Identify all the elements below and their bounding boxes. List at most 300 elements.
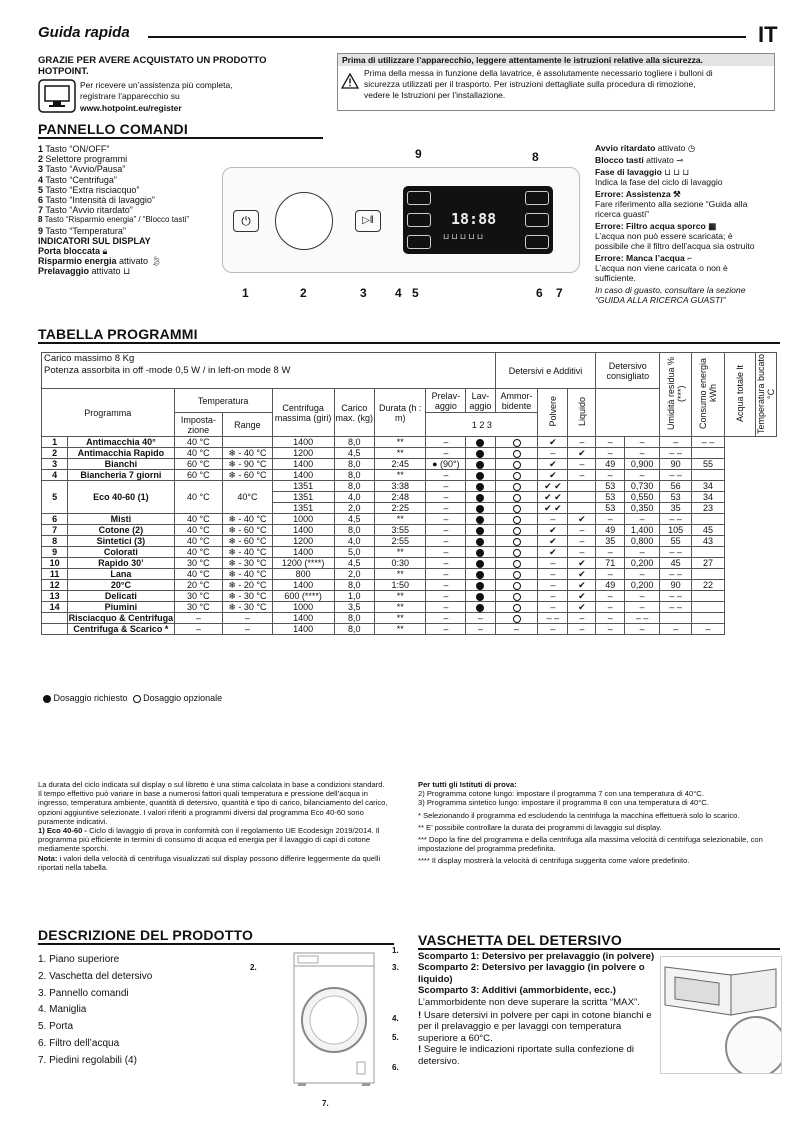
program-load: 4,5 bbox=[334, 448, 375, 459]
program-number: 6 bbox=[42, 514, 68, 525]
program-load: 5,0 bbox=[334, 547, 375, 558]
program-liquid: – bbox=[568, 470, 596, 481]
display-button[interactable] bbox=[407, 191, 431, 205]
program-energy: – bbox=[625, 547, 660, 558]
program-spin: 1400 bbox=[272, 624, 334, 635]
program-row bbox=[42, 536, 777, 547]
program-softener bbox=[495, 514, 538, 525]
program-energy: – bbox=[625, 514, 660, 525]
program-softener bbox=[495, 492, 538, 503]
program-temp-range: 40°C bbox=[223, 481, 273, 514]
optional-dose-ring-icon bbox=[513, 483, 521, 491]
panel-callout-2: 2 bbox=[300, 286, 307, 300]
program-energy: – bbox=[625, 569, 660, 580]
program-temp-range bbox=[223, 437, 273, 448]
optional-dose-ring-icon bbox=[513, 527, 521, 535]
program-load: 8,0 bbox=[334, 613, 375, 624]
program-temp-range: ❄ - 20 °C bbox=[223, 580, 273, 591]
program-name: Lana bbox=[68, 569, 174, 580]
program-duration: ** bbox=[375, 602, 426, 613]
product-callout: 4. bbox=[392, 1014, 399, 1023]
program-number: 8 bbox=[42, 536, 68, 547]
program-prewash: – bbox=[426, 580, 466, 591]
table-header-softener: Ammor-bidente bbox=[495, 389, 538, 413]
program-water: 90 bbox=[660, 580, 692, 591]
program-laundry-temp: – bbox=[692, 624, 725, 635]
program-powder: ✔ bbox=[538, 547, 568, 558]
filter-icon: ▦ bbox=[708, 221, 717, 231]
program-humidity: – bbox=[596, 448, 625, 459]
required-dose-dot-icon bbox=[43, 695, 51, 703]
wrench-icon: ⚒︎ bbox=[673, 189, 681, 199]
program-water: – – bbox=[660, 448, 692, 459]
program-load: 8,0 bbox=[334, 580, 375, 591]
program-laundry-temp: 45 bbox=[692, 525, 725, 536]
program-duration: ** bbox=[375, 470, 426, 481]
required-dose-dot-icon bbox=[476, 494, 484, 502]
panel-callout-1: 1 bbox=[242, 286, 249, 300]
program-selector-knob[interactable] bbox=[275, 192, 333, 250]
product-part: 5. Porta bbox=[38, 1021, 74, 1033]
program-powder: ✔ bbox=[538, 525, 568, 536]
program-powder: ✔ bbox=[538, 536, 568, 547]
optional-dose-ring-icon bbox=[513, 604, 521, 612]
program-powder: – bbox=[538, 569, 568, 580]
panel-callout-7: 7 bbox=[556, 286, 563, 300]
program-powder: ✔ ✔ bbox=[538, 503, 568, 514]
program-powder: – bbox=[538, 514, 568, 525]
table-header-water: Acqua totale lt bbox=[725, 353, 756, 437]
program-temp-range: ❄ - 40 °C bbox=[223, 547, 273, 558]
program-energy: – bbox=[625, 437, 660, 448]
program-temp-range: ❄ - 30 °C bbox=[223, 591, 273, 602]
program-water: 35 bbox=[660, 503, 692, 514]
program-load: 1,0 bbox=[334, 591, 375, 602]
program-temp-setting: 60 °C bbox=[174, 459, 223, 470]
program-temp-setting: 40 °C bbox=[174, 448, 223, 459]
program-prewash: – bbox=[426, 503, 466, 514]
program-duration: 2:45 bbox=[375, 459, 426, 470]
program-prewash: – bbox=[426, 613, 466, 624]
program-water: 53 bbox=[660, 492, 692, 503]
program-name: Biancheria 7 giorni bbox=[68, 470, 174, 481]
program-powder: ✔ bbox=[538, 470, 568, 481]
panel-item: 2 Selettore programmi bbox=[38, 154, 128, 165]
program-duration: ** bbox=[375, 569, 426, 580]
program-temp-setting: 60 °C bbox=[174, 470, 223, 481]
table-header-range: Range bbox=[223, 413, 273, 437]
program-name: Misti bbox=[68, 514, 174, 525]
panel-item: 3 Tasto “Avvio/Pausa” bbox=[38, 164, 126, 175]
program-load: 4,5 bbox=[334, 558, 375, 569]
program-humidity: 53 bbox=[596, 492, 625, 503]
panel-section-rule bbox=[38, 137, 323, 139]
program-number: 14 bbox=[42, 602, 68, 613]
program-load: 2,0 bbox=[334, 569, 375, 580]
program-water: – bbox=[660, 437, 692, 448]
program-powder: ✔ ✔ bbox=[538, 492, 568, 503]
program-load: 3,5 bbox=[334, 602, 375, 613]
program-temp-range: ❄ - 60 °C bbox=[223, 470, 273, 481]
program-energy: 0,900 bbox=[625, 459, 660, 470]
optional-dose-ring-icon bbox=[513, 505, 521, 513]
indicator-door-locked: Porta bloccata 🔒︎ bbox=[38, 246, 108, 257]
program-laundry-temp bbox=[692, 569, 725, 580]
program-energy: – – bbox=[625, 613, 660, 624]
program-duration: ** bbox=[375, 624, 426, 635]
register-link[interactable]: www.hotpoint.eu/register bbox=[80, 103, 182, 113]
warning-line3: vedere le Istruzioni per l’installazione. bbox=[364, 90, 506, 100]
program-spin: 800 bbox=[272, 569, 334, 580]
required-dose-dot-icon bbox=[476, 472, 484, 480]
program-name: Piumini bbox=[68, 602, 174, 613]
program-liquid: ✔ bbox=[568, 591, 596, 602]
program-softener bbox=[495, 613, 538, 624]
program-temp-setting: 40 °C bbox=[174, 525, 223, 536]
table-header-compartments: 1 2 3 bbox=[426, 413, 538, 437]
program-spin: 1400 bbox=[272, 613, 334, 624]
program-wash: – bbox=[466, 613, 495, 624]
program-wash bbox=[466, 481, 495, 492]
program-temp-setting: 40 °C bbox=[174, 437, 223, 448]
program-prewash: – bbox=[426, 525, 466, 536]
program-powder: – bbox=[538, 558, 568, 569]
program-softener bbox=[495, 580, 538, 591]
program-laundry-temp: 55 bbox=[692, 459, 725, 470]
program-water: – – bbox=[660, 591, 692, 602]
program-duration: 3:55 bbox=[375, 525, 426, 536]
program-wash bbox=[466, 437, 495, 448]
program-load: 4,5 bbox=[334, 514, 375, 525]
table-header-recommended: Detersivo consigliato bbox=[596, 353, 660, 389]
program-softener bbox=[495, 602, 538, 613]
program-number: 5 bbox=[42, 481, 68, 514]
program-name: Cotone (2) bbox=[68, 525, 174, 536]
program-name: Bianchi bbox=[68, 459, 174, 470]
display-button[interactable] bbox=[525, 213, 549, 227]
program-prewash: – bbox=[426, 536, 466, 547]
program-energy: – bbox=[625, 448, 660, 459]
product-section-rule bbox=[38, 943, 394, 945]
panel-item: 8 Tasto “Risparmio energia” / “Blocco tasti” bbox=[38, 215, 190, 225]
program-laundry-temp: 22 bbox=[692, 580, 725, 591]
program-row bbox=[42, 580, 777, 591]
optional-dose-ring-icon bbox=[513, 571, 521, 579]
program-row bbox=[42, 525, 777, 536]
program-softener: – bbox=[495, 624, 538, 635]
program-energy: 0,800 bbox=[625, 536, 660, 547]
program-energy: – bbox=[625, 470, 660, 481]
program-humidity: – bbox=[596, 437, 625, 448]
program-number: 12 bbox=[42, 580, 68, 591]
program-powder: – bbox=[538, 448, 568, 459]
program-softener bbox=[495, 536, 538, 547]
program-laundry-temp bbox=[692, 514, 725, 525]
program-name: Antimacchia 40° bbox=[68, 437, 174, 448]
padlock-icon: 🔒︎ bbox=[102, 246, 108, 257]
program-duration: ** bbox=[375, 613, 426, 624]
program-wash bbox=[466, 448, 495, 459]
power-button[interactable]: ⏻ bbox=[233, 210, 259, 232]
program-spin: 1351 bbox=[272, 492, 334, 503]
product-callout: 6. bbox=[392, 1063, 399, 1072]
program-table bbox=[41, 352, 777, 635]
program-temp-range: ❄ - 30 °C bbox=[223, 558, 273, 569]
program-number: 13 bbox=[42, 591, 68, 602]
program-wash bbox=[466, 514, 495, 525]
optional-dose-ring-icon bbox=[513, 582, 521, 590]
program-liquid: – bbox=[568, 536, 596, 547]
program-wash bbox=[466, 580, 495, 591]
program-humidity: – bbox=[596, 569, 625, 580]
program-energy: – bbox=[625, 624, 660, 635]
program-energy: 0,200 bbox=[625, 558, 660, 569]
indicators-title: INDICATORI SUL DISPLAY bbox=[38, 235, 151, 246]
notes-left: La durata del ciclo indicata sul display o sul libretto è una stima calcolata in base a condizioni standard. Il tempo effettivo può variare in base a numerosi fattori quali temperatura e pressione dell’acqua in ingresso, temperatura ambiente, quantità di detersivo, quantità e tipo di carico, bilanciamento del carico, opzioni aggiuntive selezionate. I valori riferiti a programmi diversi dal programma Eco 40-60 sono puramente indicativi. 1) Eco 40-60 - Ciclo di lavaggio di prova in conformità con il regolamento UE Ecodesign 2019/2014. Il programma più efficiente in termini di consumo di acqua ed energia per il lavaggio di capi di cotone mediamente sporchi. Nota: i valori della velocità di centrifuga visualizzati sul display possono differire leggermente da quelli riportati nella tabella. bbox=[38, 780, 388, 872]
program-duration: ** bbox=[375, 514, 426, 525]
program-humidity: – bbox=[596, 514, 625, 525]
program-softener bbox=[495, 547, 538, 558]
table-header-duration: Durata (h : m) bbox=[375, 389, 426, 437]
required-dose-dot-icon bbox=[476, 571, 484, 579]
panel-item: 5 Tasto “Extra risciacquo” bbox=[38, 184, 140, 195]
program-temp-range: ❄ - 40 °C bbox=[223, 514, 273, 525]
product-part: 6. Filtro dell’acqua bbox=[38, 1037, 120, 1049]
program-liquid: ✔ bbox=[568, 602, 596, 613]
program-wash bbox=[466, 503, 495, 514]
program-row bbox=[42, 470, 777, 481]
program-spin: 1400 bbox=[272, 525, 334, 536]
program-row bbox=[42, 481, 777, 492]
table-header-spin: Centrifuga massima (giri) bbox=[272, 389, 334, 437]
display-button[interactable] bbox=[525, 235, 549, 249]
detergent-section-rule bbox=[418, 948, 780, 950]
program-laundry-temp bbox=[692, 602, 725, 613]
required-dose-dot-icon bbox=[476, 560, 484, 568]
program-number: 11 bbox=[42, 569, 68, 580]
program-name: Eco 40-60 (1) bbox=[68, 481, 174, 514]
program-wash bbox=[466, 492, 495, 503]
program-humidity: – bbox=[596, 547, 625, 558]
program-laundry-temp bbox=[692, 591, 725, 602]
program-temp-setting: 40 °C bbox=[174, 536, 223, 547]
program-wash bbox=[466, 459, 495, 470]
program-name: 20°C bbox=[68, 580, 174, 591]
program-row bbox=[42, 602, 777, 613]
display-button[interactable] bbox=[407, 213, 431, 227]
program-prewash: – bbox=[426, 558, 466, 569]
program-spin: 1200 bbox=[272, 448, 334, 459]
optional-dose-ring-icon bbox=[133, 695, 141, 703]
required-dose-dot-icon bbox=[476, 582, 484, 590]
panel-item: 7 Tasto “Avvio ritardato” bbox=[38, 205, 133, 216]
program-humidity: 35 bbox=[596, 536, 625, 547]
required-dose-dot-icon bbox=[476, 549, 484, 557]
program-load: 4,0 bbox=[334, 492, 375, 503]
product-callout: 3. bbox=[392, 963, 399, 972]
program-prewash: – bbox=[426, 602, 466, 613]
optional-dose-ring-icon bbox=[513, 472, 521, 480]
display-button[interactable] bbox=[407, 235, 431, 249]
program-name: Antimacchia Rapido bbox=[68, 448, 174, 459]
program-humidity: 53 bbox=[596, 503, 625, 514]
program-liquid: ✔ bbox=[568, 569, 596, 580]
program-powder: ✔ bbox=[538, 437, 568, 448]
program-water: – – bbox=[660, 602, 692, 613]
program-wash bbox=[466, 470, 495, 481]
wash-phase-icons: ⊔ ⊔ ⊔ bbox=[664, 167, 690, 177]
panel-item: 6 Tasto “Intensità di lavaggio” bbox=[38, 195, 155, 206]
optional-dose-ring-icon bbox=[513, 461, 521, 469]
key-icon: ⊸ bbox=[676, 155, 684, 165]
program-water: 45 bbox=[660, 558, 692, 569]
program-humidity: 53 bbox=[596, 481, 625, 492]
program-humidity: – bbox=[596, 591, 625, 602]
program-prewash: – bbox=[426, 470, 466, 481]
display-button[interactable] bbox=[525, 191, 549, 205]
optional-dose-ring-icon bbox=[513, 593, 521, 601]
required-dose-dot-icon bbox=[476, 527, 484, 535]
program-wash bbox=[466, 536, 495, 547]
table-header-load-max: Carico max. (kg) bbox=[334, 389, 375, 437]
program-powder: ✔ ✔ bbox=[538, 481, 568, 492]
program-energy: 0,730 bbox=[625, 481, 660, 492]
program-row bbox=[42, 591, 777, 602]
program-temp-setting: 40 °C bbox=[174, 481, 223, 514]
required-dose-dot-icon bbox=[476, 604, 484, 612]
program-powder: – bbox=[538, 602, 568, 613]
program-energy: 0,200 bbox=[625, 580, 660, 591]
program-water: – – bbox=[660, 547, 692, 558]
panel-callout-4: 4 bbox=[395, 286, 402, 300]
required-dose-dot-icon bbox=[476, 483, 484, 491]
optional-dose-ring-icon bbox=[513, 549, 521, 557]
panel-item: 4 Tasto “Centrifuga” bbox=[38, 174, 117, 185]
product-callout: 7. bbox=[322, 1099, 329, 1108]
product-part: 1. Piano superiore bbox=[38, 954, 120, 965]
program-load: 8,0 bbox=[334, 481, 375, 492]
program-temp-setting: 30 °C bbox=[174, 558, 223, 569]
program-softener bbox=[495, 437, 538, 448]
start-pause-button[interactable]: ▷‖ bbox=[355, 210, 381, 232]
program-softener bbox=[495, 448, 538, 459]
program-liquid: ✔ bbox=[568, 514, 596, 525]
program-humidity: 49 bbox=[596, 580, 625, 591]
program-humidity: – bbox=[596, 624, 625, 635]
program-temp-setting: 30 °C bbox=[174, 602, 223, 613]
program-water: – – bbox=[660, 569, 692, 580]
safety-warning-box bbox=[337, 53, 775, 111]
product-part: 2. Vaschetta del detersivo bbox=[38, 970, 153, 982]
warning-line1: Prima della messa in funzione della lavatrice, è assolutamente necessario togliere i bulloni di bbox=[364, 68, 713, 78]
program-water: 105 bbox=[660, 525, 692, 536]
table-section-rule bbox=[38, 342, 780, 344]
language-code: IT bbox=[758, 22, 778, 47]
warning-triangle-icon bbox=[341, 73, 359, 92]
program-humidity: – bbox=[596, 470, 625, 481]
program-name: Centrifuga & Scarico * bbox=[68, 624, 174, 635]
required-dose-dot-icon bbox=[476, 439, 484, 447]
program-prewash: – bbox=[426, 437, 466, 448]
program-powder: – bbox=[538, 580, 568, 591]
program-wash bbox=[466, 547, 495, 558]
program-softener bbox=[495, 503, 538, 514]
product-part: 4. Maniglia bbox=[38, 1004, 87, 1016]
program-liquid: – bbox=[568, 459, 596, 470]
program-spin: 1200 (****) bbox=[272, 558, 334, 569]
program-prewash: – bbox=[426, 481, 466, 492]
program-temp-range: – bbox=[223, 624, 273, 635]
program-water: – – bbox=[660, 514, 692, 525]
program-number bbox=[42, 624, 68, 635]
program-laundry-temp: – – bbox=[692, 437, 725, 448]
program-number: 7 bbox=[42, 525, 68, 536]
program-powder: – bbox=[538, 591, 568, 602]
program-temp-setting: 40 °C bbox=[174, 569, 223, 580]
optional-dose-ring-icon bbox=[513, 450, 521, 458]
program-humidity: – bbox=[596, 613, 625, 624]
table-header-energy: Consumo energia kWh bbox=[692, 353, 725, 437]
program-spin: 1000 bbox=[272, 602, 334, 613]
required-dose-dot-icon bbox=[476, 461, 484, 469]
required-dose-dot-icon bbox=[476, 516, 484, 524]
program-laundry-temp: 43 bbox=[692, 536, 725, 547]
indicator-eco: Risparmio energia attivato 🍃︎ bbox=[38, 256, 163, 267]
program-load: 8,0 bbox=[334, 470, 375, 481]
safety-warning-head: Prima di utilizzare l’apparecchio, leggere attentamente le istruzioni relative alla sicurezza. bbox=[338, 54, 774, 66]
program-temp-range: ❄ - 90 °C bbox=[223, 459, 273, 470]
program-number: 2 bbox=[42, 448, 68, 459]
program-humidity: 49 bbox=[596, 525, 625, 536]
program-laundry-temp: 27 bbox=[692, 558, 725, 569]
program-water: 56 bbox=[660, 481, 692, 492]
program-number: 9 bbox=[42, 547, 68, 558]
faucet-icon: ⌐ bbox=[687, 253, 693, 263]
program-duration: 2:25 bbox=[375, 503, 426, 514]
thanks-title: GRAZIE PER AVERE ACQUISTATO UN PRODOTTO HOTPOINT. bbox=[38, 55, 267, 77]
table-header-laundry-temp: Temperatura bucato °C bbox=[756, 353, 777, 437]
program-prewash: – bbox=[426, 547, 466, 558]
optional-dose-ring-icon bbox=[513, 560, 521, 568]
table-header-detergents: Detersivi e Additivi bbox=[495, 353, 596, 389]
program-energy: 1,400 bbox=[625, 525, 660, 536]
program-temp-range: ❄ - 60 °C bbox=[223, 536, 273, 547]
program-wash bbox=[466, 591, 495, 602]
table-section-title: TABELLA PROGRAMMI bbox=[38, 326, 198, 342]
page-title: Guida rapida bbox=[38, 24, 130, 41]
table-header-setting: Imposta-zione bbox=[174, 413, 223, 437]
program-name: Risciacquo & Centrifuga bbox=[68, 613, 174, 623]
program-liquid bbox=[568, 492, 596, 503]
table-header-prewash: Prelav-aggio bbox=[426, 389, 466, 413]
panel-callout-6: 6 bbox=[536, 286, 543, 300]
program-name: Colorati bbox=[68, 547, 174, 558]
table-legend: Dosaggio richiesto Dosaggio opzionale bbox=[43, 693, 222, 703]
program-liquid: ✔ bbox=[568, 448, 596, 459]
program-duration: 2:48 bbox=[375, 492, 426, 503]
program-temp-range: – bbox=[223, 613, 273, 624]
program-liquid: – bbox=[568, 624, 596, 635]
panel-callout-9: 9 bbox=[415, 147, 422, 161]
program-number: 10 bbox=[42, 558, 68, 569]
product-part: 3. Pannello comandi bbox=[38, 987, 129, 999]
prewash-tub-icon: ⊔ bbox=[123, 266, 131, 277]
clock-icon: ◷ bbox=[687, 143, 696, 153]
washing-machine-illustration bbox=[272, 950, 382, 1090]
optional-dose-ring-icon bbox=[513, 439, 521, 447]
program-load: 4,0 bbox=[334, 536, 375, 547]
thanks-line2: registrare l’apparecchio su bbox=[80, 91, 180, 101]
